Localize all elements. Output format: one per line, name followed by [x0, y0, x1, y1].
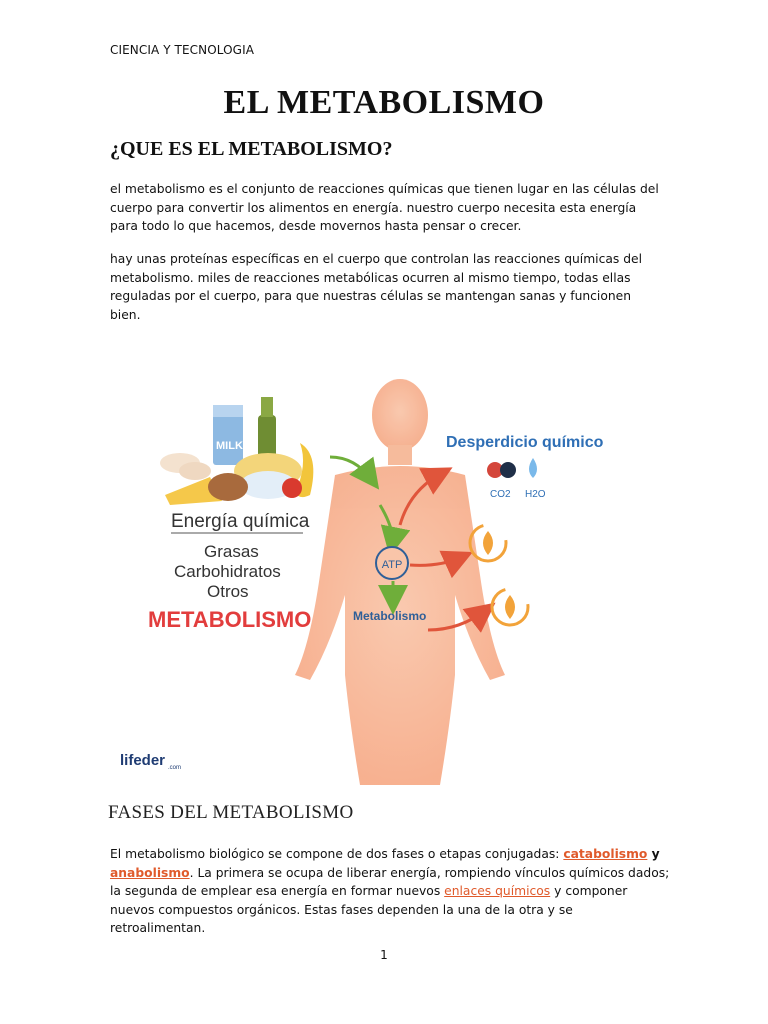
phases-text-1: El metabolismo biológico se compone de dos fases o etapas conjugadas: — [110, 847, 564, 861]
page-title: EL METABOLISMO — [223, 84, 545, 121]
h2o-label: H2O — [525, 489, 546, 500]
energy-title: Energía química — [171, 511, 310, 532]
metabolism-figure — [110, 345, 658, 785]
paragraph-phases — [110, 845, 670, 938]
co2-dark-dot — [500, 462, 516, 478]
energy-item-grasas: Grasas — [204, 542, 259, 561]
subtitle: ¿QUE ES EL METABOLISMO? — [110, 138, 393, 160]
phases-text-4: y componer nuevos compuestos orgánicos. Estas fases dependen la una de la otra y se retroalimentan. — [110, 884, 628, 935]
milk-label: MILK — [216, 440, 243, 452]
flame-icon-1 — [470, 525, 506, 561]
waste-title: Desperdicio químico — [446, 434, 604, 451]
link-catabolismo[interactable]: catabolismo — [563, 847, 648, 861]
water-drop-icon — [529, 458, 537, 478]
energy-item-carbohidratos: Carbohidratos — [174, 562, 281, 581]
paragraph-definition: el metabolismo es el conjunto de reacciones químicas que tienen lugar en las células del cuerpo para convertir los alimentos en energía. nuestro cuerpo necesita esta energía para todo lo que hacemos, desde movernos hasta pensar o crecer. — [110, 182, 659, 233]
document-header: CIENCIA Y TECNOLOGIA — [110, 43, 255, 57]
body-metabolismo-label: Metabolismo — [353, 609, 427, 623]
lifeder-logo-suffix: .com — [168, 765, 182, 771]
phases-text-2: y — [647, 847, 660, 861]
link-anabolismo[interactable]: anabolismo — [110, 865, 190, 880]
food-illustration — [160, 397, 313, 505]
energy-item-otros: Otros — [207, 582, 249, 601]
phases-text-3: . La primera se ocupa de liberar energía, rompiendo vínculos químicos dados; la segunda de emplear esa energía en formar nuevos — [110, 865, 670, 898]
link-enlaces-quimicos[interactable]: enlaces químicos — [444, 884, 551, 898]
flame-icon-2 — [492, 589, 528, 625]
page-number: 1 — [380, 948, 388, 962]
section-heading: FASES DEL METABOLISMO — [108, 802, 354, 823]
metabolismo-big-label: METABOLISMO — [148, 607, 312, 632]
atp-label: ATP — [381, 559, 403, 571]
paragraph-proteins: hay unas proteínas específicas en el cuerpo que controlan las reacciones químicas del metabolismo. miles de reacciones metabólicas ocurren al mismo tiempo, todas ellas reguladas por el cuerpo, para que nuestras células se mantengan sanas y funcionen bien. — [110, 252, 643, 322]
lifeder-logo: lifeder — [120, 752, 166, 769]
co2-label: CO2 — [490, 489, 511, 500]
